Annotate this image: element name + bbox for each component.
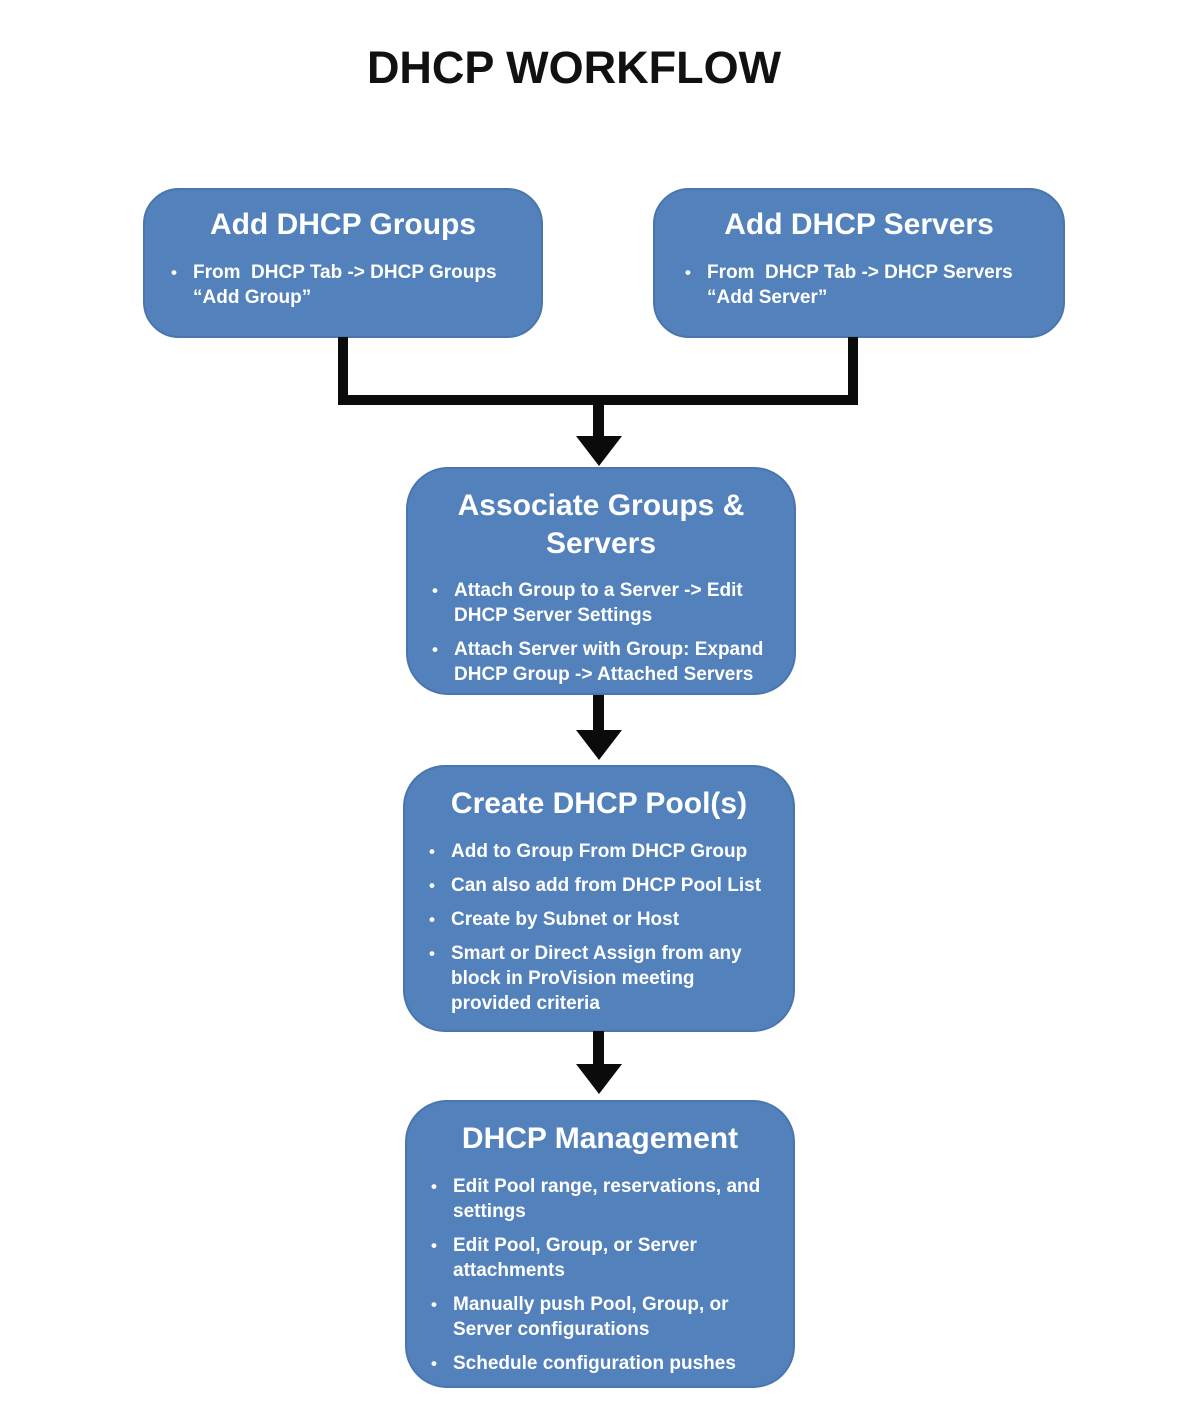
list-item (432, 578, 770, 628)
box-title: Associate Groups & Servers (457, 489, 745, 560)
arrow-stem (593, 695, 604, 730)
bullet-icon: • (431, 1294, 437, 1314)
list-item (429, 839, 769, 864)
list-item (431, 1292, 769, 1342)
box-title: Create DHCP Pool(s) (450, 787, 748, 820)
bullet-icon: • (432, 640, 438, 660)
bullet-text: Can also add from DHCP Pool List (451, 874, 762, 896)
flow-box-associate-groups-servers (406, 467, 796, 695)
list-item (431, 1351, 769, 1376)
flow-box-add-dhcp-groups (143, 188, 543, 338)
bullet-list (171, 260, 515, 310)
bullet-icon: • (431, 1353, 437, 1373)
flow-box-add-dhcp-servers (653, 188, 1065, 338)
bullet-text: Attach Group to a Server -> Edit DHCP Server Settings (454, 580, 749, 627)
list-item (685, 260, 1033, 310)
bullet-icon: • (431, 1176, 437, 1196)
bullet-text: Manually push Pool, Group, or Server configurations (453, 1293, 734, 1340)
bullet-icon: • (432, 581, 438, 600)
list-item (429, 873, 769, 898)
bullet-text: Create by Subnet or Host (451, 908, 680, 930)
list-item (431, 1233, 769, 1283)
box-title: DHCP Management (461, 1122, 739, 1155)
merge-arrowhead-icon (576, 436, 622, 466)
bullet-icon: • (171, 262, 177, 282)
bullet-text: Smart or Direct Assign from any block in ProVision meeting provided criteria (451, 942, 747, 1015)
bullet-list (431, 1174, 769, 1377)
connector-horizontal-bar (338, 395, 858, 405)
box-title: Add DHCP Groups (209, 208, 477, 241)
bullet-text: From DHCP Tab -> DHCP Groups “Add Group” (193, 261, 502, 308)
page-title: DHCP WORKFLOW (366, 42, 782, 93)
bullet-text: Edit Pool range, reservations, and settings (453, 1175, 766, 1222)
bullet-text: Schedule configuration pushes (453, 1352, 736, 1374)
list-item (171, 260, 515, 310)
merge-arrow-stem (593, 405, 604, 436)
bullet-list (432, 578, 770, 687)
box-title: Add DHCP Servers (724, 208, 994, 241)
flow-box-dhcp-management (405, 1100, 795, 1388)
bullet-icon: • (685, 262, 691, 282)
list-item (429, 941, 769, 1016)
bullet-icon: • (429, 875, 435, 895)
arrowhead-down-icon (576, 730, 622, 760)
bullet-text: Attach Server with Group: Expand DHCP Group -> Attached Servers (454, 639, 769, 686)
bullet-text: From DHCP Tab -> DHCP Servers “Add Server” (707, 261, 1018, 308)
arrowhead-down-icon (576, 1064, 622, 1094)
bullet-icon: • (429, 841, 435, 861)
bullet-list (429, 839, 769, 1017)
bullet-icon: • (429, 909, 435, 929)
bullet-icon: • (429, 943, 435, 963)
list-item (432, 637, 770, 687)
list-item (429, 907, 769, 932)
bullet-text: Add to Group From DHCP Group (451, 840, 748, 862)
bullet-list (685, 260, 1033, 310)
flow-box-create-dhcp-pools (403, 765, 795, 1032)
bullet-icon: • (431, 1235, 437, 1255)
list-item (431, 1174, 769, 1224)
bullet-text: Edit Pool, Group, or Server attachments (453, 1234, 703, 1281)
arrow-stem (593, 1031, 604, 1064)
